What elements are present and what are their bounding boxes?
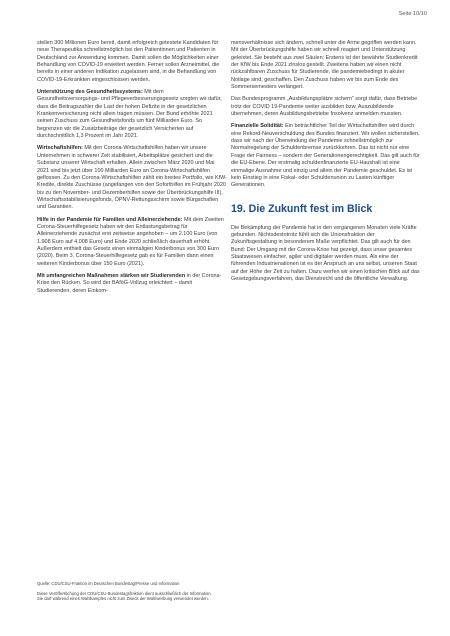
paragraph: Finanzielle Solidität: Ein beträchtlicher Teil der Wirtschaftshilfen wird durch eine Rekord-Neuverschuldung des Bundes finanziert. Wir wollen sicherstellen, dass wir nach der Überwindung der Pandemie schnellstmöglich zur Normalregelung der Schuldenbremse zurückkehren. Das ist nicht nur eine Frage der Fairness – sondern der Generationengerechtigkeit. Das gilt auch für die EU-Ebene. Der erstmalig schuldenfinanzierte EU-Haushalt ist eine einmalige Ausnahme und einzig und allein der Pandemie geschuldet. Es ist kein Einstieg in eine Fiskal- oder Schuldenunion zu Lasten künftiger Generationen. (231, 123, 420, 189)
paragraph: mensverhältnisse sich ändern, schnell unter die Arme gegriffen werden kann. Mit der Überbrückungshilfe haben wir schnell reagiert und Unterstützung geleistet. Sie besteht aus zwei Säulen: Erstens ist der bewährte Studienkredit der KfW bis Ende 2021 zinslos gestellt. Zweitens haben wir einen nicht rückzahlbaren Zuschuss für Studierende, die pandemiebedingt in akuter Notlage sind, geschaffen. Den Zuschuss haben wir bis zum Ende des Sommersemesters verlängert. (231, 40, 418, 91)
paragraph-lead: Mit umfangreichen Maßnahmen stärken wir Studierenden (37, 272, 186, 279)
paragraph-lead: Unterstützung des Gesundheitssystems: (37, 89, 143, 96)
paragraph: Das Bundesprogramm „Ausbildungsplätze sichern“ sorgt dafür, dass Betriebe trotz der COVID 19-Pandemie weiter ausbilden bzw. Auszubildende übernehmen, deren Ausbildungsbetriebe Insolvenz anmelden mussten. (231, 96, 418, 118)
paragraph: stellen 300 Millionen Euro bereit, damit erfolgreich getestete Kandidaten für neue Therapeutika schnellstmöglich bei den Patientinnen und Patienten in Deutschland zur Anwendung kommen. Damit sollen die Möglichkeiten einer Behandlung von COVID-19 erweitert werden. Ferner sollen Arzneimittel, die bereits in einer anderen Indikation zugelassen sind, in die Behandlung von COVID-19-Erkrankten eingeschlossen werden. (37, 40, 220, 83)
paragraph-lead: Wirtschaftshilfen: (37, 145, 83, 152)
paragraph-lead: Hilfe in der Pandemie für Familien und Alleinerziehende: (37, 216, 183, 223)
left-column (37, 40, 227, 300)
footer-source: Quelle: CDU/CSU-Fraktion im Deutschen Bundestag/Presse und Information (37, 581, 180, 586)
paragraph: Die Bekämpfung der Pandemie hat in den vergangenen Monaten viele Kräfte gebunden. Nichtsdestotrotz fühlt sich die Unionsfraktion der Zukunftsgestaltung in besonderem Maße verpflichtet. Das gilt auch für den Bund: Der Umgang mit der Corona-Krise hat gezeigt, dass unser gesamtes Staatswesen einfacher, agiler und digitaler werden muss. Als eine der führenden Industrienationen ist es der Anspruch an uns selbst, unseren Staat auf der Höhe der Zeit zu halten. Dazu werfen wir einen kritischen Blick auf das Gesetzgebungsverfahren, das Dienstrecht und die öffentliche Verwaltung. (231, 224, 420, 282)
right-column (231, 40, 421, 288)
paragraph: Wirtschaftshilfen: Mit den Corona-Wirtschaftshilfen haben wir unsere Unternehmen in schwerer Zeit stabilisiert, Arbeitsplätze gesichert und die Substanz unserer Wirtschaft erhalten. Allein zwischen März 2020 und Mai 2021 sind bis jetzt über 100 Milliarden Euro an Corona-Wirtschaftshilfen geflossen. Zu den Corona-Wirtschaftshilfen zählt ein breites Portfolio, wie KfW-Kredite, direkte Zuschüsse (angefangen von den Soforthilfen im Frühjahr 2020 bis zu den November- und Dezemberhilfen sowie der Überbrückungshilfe III), Wirtschaftsstabilisierungsfonds, ÖPNV-Rettungsschirm sowie Bürgschaften und Garantien. (37, 145, 227, 211)
paragraph: Unterstützung des Gesundheitssystems: Mit dem Gesundheitsversorgungs- und Pflegeverbesserungsgesetz sorgten wir dafür, dass die Beitragszahler die Last der hohen Defizite in der gesetzlichen Krankenversicherung nicht allein tragen müssen. Der Bund erhöhte 2021 seinen Zuschuss zum Gesundheitsfonds um fünf Milliarden Euro. So begrenzen wir die Zusatzbeiträge der gesetzlich Versicherten auf durchschnittlich 1,3 Prozent im Jahr 2021. (37, 89, 222, 140)
paragraph: Hilfe in der Pandemie für Familien und Alleinerziehende: Mit dem Zweiten Corona-Steuerhilfegesetz haben wir den Entlastungsbetrag für Alleinerziehende zunächst erst zeitweise angehoben – um 2.100 Euro (von 1.908 Euro auf 4.008 Euro) und Ende 2020 schließlich dauerhaft erhöht. Außerdem enthielt das Gesetz einen einmaligen Kinderbonus von 300 Euro (2020). Beim 3. Corona-Steuerhilfegesetz gab es für Familien dann einen weiteren Kinderbonus über 150 Euro (2021). (37, 216, 224, 267)
paragraph: Mit umfangreichen Maßnahmen stärken wir Studierenden in der Corona-Krise den Rücken. So wird der BAföG-Vollzug erleichtert – damit Studierenden, deren Einkom- (37, 272, 222, 294)
footer-note: Sie darf während eines Wahlkampfes nicht zum Zweck der Wahlwerbung verwendet werden. (37, 596, 209, 602)
paragraph-lead: Finanzielle Solidität: (231, 123, 284, 130)
page-number: Seite 10/10 (398, 11, 427, 17)
footer (37, 581, 427, 602)
footer-note: Diese Veröffentlichung der CDU/CSU-Bundestagsfraktion dient ausschließlich der Information. (37, 590, 212, 596)
section-heading: 19. Die Zukunft fest im Blick (231, 202, 373, 215)
